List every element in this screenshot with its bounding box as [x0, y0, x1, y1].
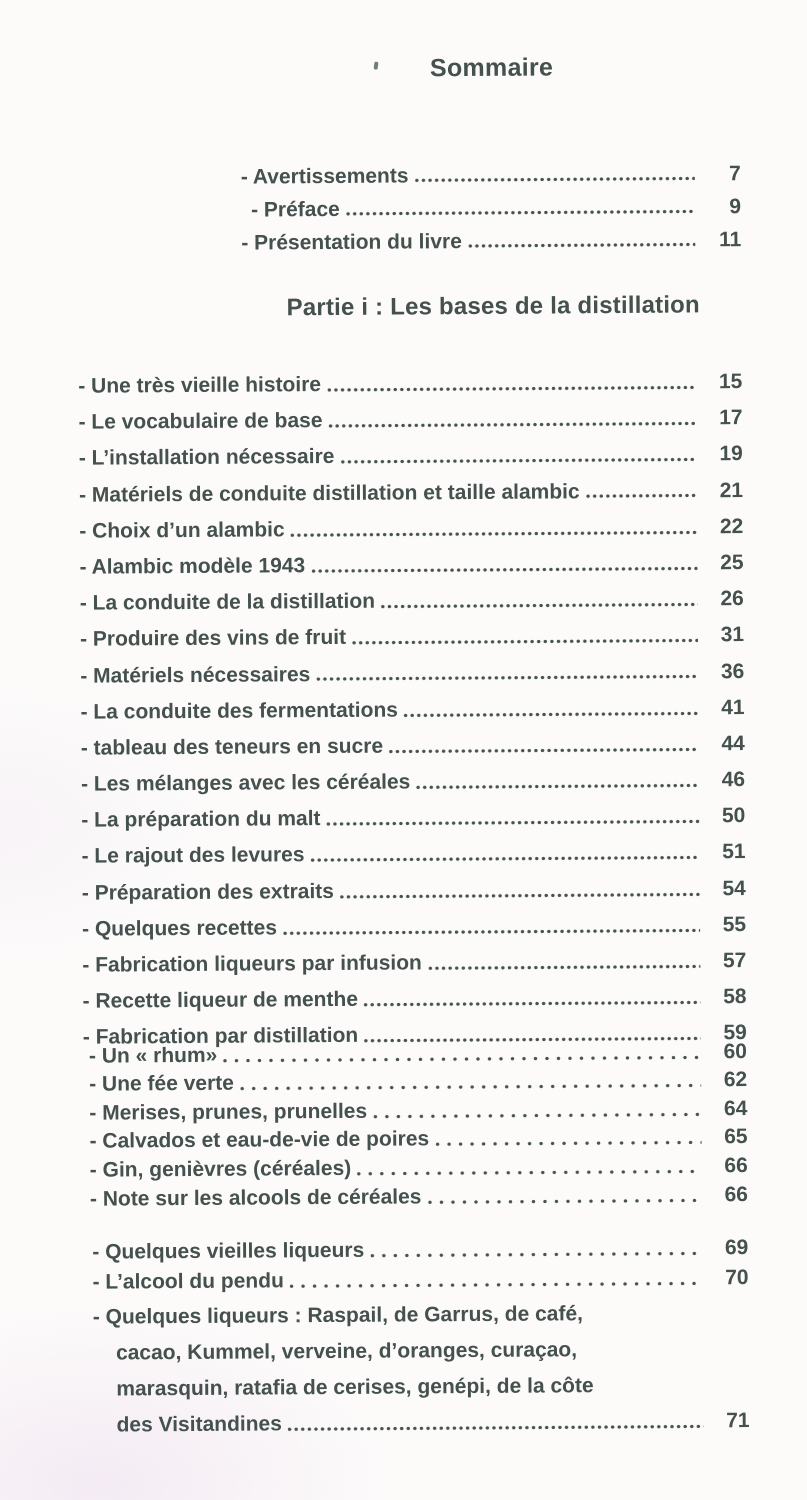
toc-entry-label: - Alambic modèle 1943: [79, 554, 306, 579]
toc-entry-label: des Visitandines: [116, 1412, 282, 1437]
toc-entry: [81, 835, 745, 876]
toc-entry-line: marasquin, ratafia de cerises, genépi, de la côte: [116, 1374, 594, 1401]
toc-entry: [82, 871, 746, 912]
dot-leader: [373, 1112, 701, 1118]
toc-entry-page: 19: [719, 442, 743, 466]
toc-entry-page: 66: [724, 1154, 748, 1178]
toc-entry: [80, 690, 744, 731]
toc-entry: [78, 400, 742, 441]
toc-entry: [93, 1403, 749, 1444]
toc-entry-line: cacao, Kummel, verveine, d’oranges, curaçao,: [115, 1338, 578, 1365]
toc-entry-label: - Le rajout des levures: [81, 843, 305, 869]
toc-entry-label: - La préparation du malt: [81, 807, 321, 832]
toc-entry-line: - Quelques liqueurs : Raspail, de Garrus, de café,: [92, 1302, 584, 1329]
toc-entry: [89, 1095, 747, 1128]
toc-entry-page: 54: [722, 876, 746, 900]
toc-entry-page: 21: [719, 478, 744, 502]
dot-leader: [435, 1141, 701, 1147]
dot-leader: [223, 1055, 701, 1063]
toc-entry: [78, 364, 742, 405]
toc-front-matter: [241, 157, 742, 259]
toc-entry: [241, 190, 741, 226]
dot-leader: [404, 711, 699, 717]
toc-entry: [241, 157, 741, 193]
toc-entry: [79, 545, 743, 586]
dot-leader: [586, 494, 697, 499]
dot-leader: [389, 747, 699, 753]
dot-leader: [291, 530, 698, 537]
toc-entry-page: 66: [724, 1182, 749, 1206]
toc-entry-label: - Avertissements: [240, 164, 409, 189]
dot-leader: [316, 675, 698, 682]
dot-leader: [370, 1251, 702, 1258]
toc-entry-page: 57: [722, 949, 747, 973]
toc-entry-page: 50: [721, 804, 746, 828]
toc-entry-page: 36: [720, 659, 745, 683]
toc-entry-label: - Les mélanges avec les céréales: [80, 770, 411, 796]
page-title: Sommaire: [429, 53, 554, 83]
toc-entry-page: 60: [723, 1039, 748, 1063]
toc-entry-page: 15: [718, 370, 743, 394]
toc-entry-label: - Présentation du livre: [241, 230, 462, 255]
toc-entry-label: - Quelques vieilles liqueurs: [92, 1238, 365, 1264]
toc-entry: [90, 1152, 748, 1185]
dot-leader: [240, 1084, 701, 1091]
dot-leader: [290, 1281, 703, 1288]
toc-entry-page: 51: [722, 840, 746, 864]
toc-entry-label: - Merises, prunes, prunelles: [89, 1099, 368, 1125]
toc-entry-page: 31: [720, 623, 745, 647]
dot-leader: [340, 458, 696, 465]
toc-entry: [241, 223, 741, 259]
toc-entry-label: - Gin, genièvres (céréales): [89, 1156, 352, 1182]
toc-main-list: [78, 364, 747, 1056]
toc-entry-label: - Recette liqueur de menthe: [82, 987, 359, 1013]
toc-entry-label: - Choix d’un alambic: [79, 518, 285, 543]
dot-leader: [381, 602, 698, 608]
toc-entry-page: 25: [720, 551, 744, 575]
toc-entry-page: 58: [723, 985, 747, 1009]
toc-entry-page: 65: [724, 1125, 748, 1149]
toc-entry: [92, 1233, 748, 1268]
toc-entry-label: - Quelques recettes: [81, 916, 278, 941]
toc-entry-page: 62: [723, 1068, 748, 1092]
dot-leader: [427, 1198, 702, 1204]
dot-leader: [311, 566, 697, 573]
toc-entry-page: 11: [718, 228, 742, 252]
toc-entry-label: - Calvados et eau-de-vie de poires: [89, 1127, 430, 1154]
toc-entry: [90, 1181, 748, 1214]
dot-leader: [340, 892, 700, 899]
toc-entry-page: 59: [723, 1021, 747, 1045]
toc-entry: [82, 907, 746, 948]
toc-entry-page: 55: [722, 912, 747, 937]
toc-entry-label: - Préparation des extraits: [81, 879, 334, 905]
toc-entry-label: - Fabrication par distillation: [82, 1024, 359, 1050]
toc-entry-label: - La conduite des fermentations: [80, 698, 399, 724]
dot-leader: [328, 422, 696, 429]
dot-leader: [415, 177, 695, 183]
toc-entry-label: - Fabrication liqueurs par infusion: [82, 951, 422, 977]
toc-entry-label: - Une très vieille histoire: [78, 373, 322, 398]
toc-entry-label: - Matériels nécessaires: [80, 662, 311, 688]
toc-entry-label: - Produire des vins de fruit: [79, 626, 347, 652]
toc-entry: [79, 436, 743, 477]
toc-entry: [79, 473, 743, 514]
toc-entry-label: - Un « rhum»: [88, 1043, 218, 1068]
toc-entry-label: - L’alcool du pendu: [92, 1269, 284, 1294]
toc-second-list: [92, 1233, 748, 1298]
toc-entry-page: 41: [721, 695, 745, 719]
toc-entry: [81, 726, 745, 767]
dot-leader: [364, 1001, 701, 1008]
dot-leader: [311, 856, 700, 863]
dot-leader: [327, 385, 696, 392]
toc-entry: [80, 617, 744, 658]
toc-entry-label: - tableau des teneurs en sucre: [80, 734, 384, 760]
dot-leader: [357, 1169, 702, 1176]
toc-entry: [89, 1066, 747, 1099]
toc-entry: [82, 943, 746, 984]
toc-entry: [82, 979, 746, 1020]
toc-entry-page: 17: [719, 406, 743, 430]
toc-entry-page: 7: [729, 162, 741, 186]
dot-leader: [346, 210, 695, 217]
toc-entry-page: 44: [721, 731, 745, 756]
toc-tight-list: [89, 1038, 748, 1214]
toc-entry-label: - Matériels de conduite distillation et taille alambic: [78, 479, 580, 507]
dot-leader: [283, 928, 700, 935]
toc-entry: [81, 762, 745, 803]
toc-entry-page: 69: [724, 1236, 749, 1260]
toc-entry: [92, 1263, 748, 1298]
toc-entry: [79, 509, 743, 550]
toc-entry-page: 9: [729, 195, 742, 219]
toc-entry-label: - Note sur les alcools de céréales: [89, 1184, 422, 1211]
toc-entry-label: - Une fée verte: [89, 1071, 234, 1096]
toc-entry-page: 46: [721, 768, 746, 792]
toc-entry-label: - Le vocabulaire de base: [78, 409, 323, 434]
part-title: Partie i : Les bases de la distillation: [286, 291, 700, 322]
toc-entry-page: 22: [719, 514, 744, 539]
toc-entry: [81, 798, 745, 839]
dot-leader: [468, 243, 695, 249]
toc-entry-page: 71: [726, 1409, 750, 1433]
dot-leader: [288, 1424, 704, 1431]
dot-leader: [416, 783, 699, 789]
toc-entry-label: - L’installation nécessaire: [78, 445, 335, 471]
toc-entry-label: - Préface: [250, 197, 340, 222]
dot-leader: [428, 964, 700, 970]
toc-entry-page: 26: [720, 587, 744, 611]
toc-entry-label: - La conduite de la distillation: [79, 589, 376, 615]
toc-entry: [80, 654, 744, 695]
toc-entry-page: 64: [723, 1096, 748, 1121]
toc-entry: [89, 1123, 747, 1156]
toc-multiline-entry: [93, 1295, 750, 1444]
dot-leader: [352, 639, 698, 646]
toc-entry: [80, 581, 744, 622]
toc-entry-page: 70: [725, 1266, 749, 1290]
dot-leader: [327, 820, 700, 827]
